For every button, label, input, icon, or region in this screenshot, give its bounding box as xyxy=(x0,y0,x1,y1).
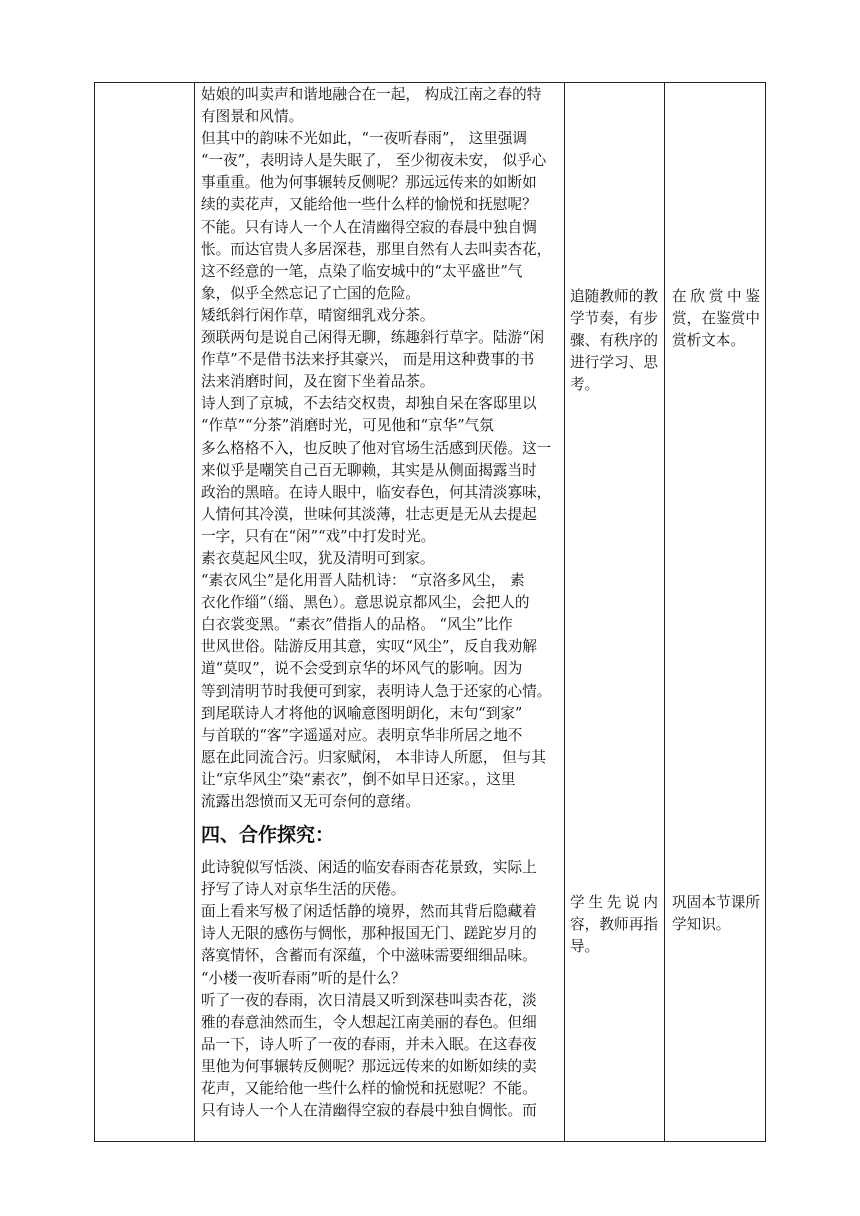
content-line: 雅的春意油然而生，令人想起江南美丽的春色。但细 xyxy=(201,1013,537,1031)
table-border-left xyxy=(94,82,95,1142)
content-line: 花声，又能给他一些什么样的愉悦和抚慰呢？不能。 xyxy=(201,1080,537,1098)
design-intent-text: 在欣赏中鉴赏，在鉴赏中赏析文本。 xyxy=(672,288,760,350)
content-line: “作草”“分茶”消磨时光，可见他和“京华”气氛 xyxy=(201,417,494,435)
table-border-top xyxy=(94,82,766,83)
content-line: 姑娘的叫卖声和谐地融合在一起， 构成江南之春的特 xyxy=(201,86,542,103)
content-line: 不能。只有诗人一个人在清幽得空寂的春晨中独自惆 xyxy=(201,218,537,236)
content-line: 世风世俗。陆游反用其意，实叹“风尘”，反自我劝解 xyxy=(201,638,537,656)
student-activity-text: 追随教师的教学节奏，有步骤、有秩序的进行学习、思考。 xyxy=(570,288,658,394)
content-line: 但其中的韵味不光如此，“一夜听春雨”， 这里强调 xyxy=(201,130,528,148)
content-line: 诗人到了京城，不去结交权贵，却独自呆在客邸里以 xyxy=(201,395,537,413)
content-line: “一夜”，表明诗人是失眠了， 至少彻夜未安， 似乎心 xyxy=(201,152,547,170)
content-line: “素衣风尘”是化用晋人陆机诗： “京洛多风尘， 素 xyxy=(201,572,525,590)
content-line: 有图景和风情。 xyxy=(201,108,304,126)
content-line: 愿在此同流合污。归家赋闲， 本非诗人所愿， 但与其 xyxy=(201,748,546,766)
content-line: 只有诗人一个人在清幽得空寂的春晨中独自惆怅。而 xyxy=(201,1102,537,1120)
content-line: 矮纸斜行闲作草，晴窗细乳戏分茶。 xyxy=(201,306,435,324)
content-line: 多么格格不入，也反映了他对官场生活感到厌倦。这一 xyxy=(201,439,552,457)
content-line: 人情何其冷漠，世味何其淡薄，壮志更是无从去提起 xyxy=(201,505,537,523)
content-line: 抒写了诗人对京华生活的厌倦。 xyxy=(201,881,406,899)
content-line: 此诗貌似写恬淡、闲适的临安春雨杏花景致，实际上 xyxy=(201,859,537,877)
content-line: 衣化作缁”（缁、黑色）。意思说京都风尘，会把人的 xyxy=(201,594,530,612)
content-line: 作草”不是借书法来抒其豪兴， 而是用这种费事的书 xyxy=(201,351,535,369)
content-line: 象，似乎全然忘记了亡国的危险。 xyxy=(201,284,420,302)
content-line: 道“莫叹”，说不会受到京华的坏风气的影响。因为 xyxy=(201,660,523,678)
content-line: “小楼一夜听春雨”听的是什么？ xyxy=(201,969,406,987)
content-line: 里他为何事辗转反侧呢？那远远传来的如断如续的卖 xyxy=(201,1057,537,1075)
content-line: 到尾联诗人才将他的讽喻意图明朗化，末句“到家” xyxy=(201,704,523,722)
content-line: 白衣裳变黑。“素衣”借指人的品格。 “风尘”比作 xyxy=(201,616,513,634)
column-divider-1 xyxy=(194,82,195,1142)
teaching-content-column xyxy=(201,84,659,1122)
content-line: 品一下，诗人听了一夜的春雨，并未入眠。在这春夜 xyxy=(201,1035,537,1053)
design-intent-text: 巩固本节课所学知识。 xyxy=(672,894,760,934)
content-line: 政治的黑暗。在诗人眼中，临安春色，何其清淡寡味， xyxy=(201,483,552,501)
content-line: 一字，只有在“闲”“戏”中打发时光。 xyxy=(201,527,436,545)
content-line: 让“京华风尘”染“素衣”，倒不如早日还家。，这里 xyxy=(201,770,516,788)
content-line: 怅。而达官贵人多居深巷，那里自然有人去叫卖杏花， xyxy=(201,240,552,258)
content-line: 素衣莫起风尘叹，犹及清明可到家。 xyxy=(201,549,435,567)
content-line: 这不经意的一笔，点染了临安城中的“太平盛世”气 xyxy=(201,262,523,280)
design-intent-cell-2 xyxy=(672,892,760,936)
content-block-1 xyxy=(201,84,659,813)
table-border-right xyxy=(765,82,766,1142)
lesson-plan-table xyxy=(94,82,766,1142)
section-heading: 四、合作探究： xyxy=(201,824,335,847)
design-intent-cell-1 xyxy=(672,286,760,352)
content-line: 听了一夜的春雨，次日清晨又听到深巷叫卖杏花，淡 xyxy=(201,991,537,1009)
content-line: 诗人无限的感伤与惆怅，那种报国无门、蹉跎岁月的 xyxy=(201,925,537,943)
content-line: 事重重。他为何事辗转反侧呢？那远远传来的如断如 xyxy=(201,174,537,192)
content-line: 来似乎是嘲笑自己百无聊赖，其实是从侧面揭露当时 xyxy=(201,461,537,479)
content-line: 法来消磨时间，及在窗下坐着品茶。 xyxy=(201,373,435,391)
column-divider-3 xyxy=(664,82,665,1142)
content-line: 流露出怨愤而又无可奈何的意绪。 xyxy=(201,793,420,810)
table-border-bottom xyxy=(94,1141,766,1142)
student-activity-text: 学生先说内容，教师再指导。 xyxy=(570,894,658,956)
content-line: 面上看来写极了闲适恬静的境界，然而其背后隐藏着 xyxy=(201,903,537,921)
content-line: 与首联的“客”字遥遥对应。表明京华非所居之地不 xyxy=(201,726,523,744)
content-block-2 xyxy=(201,857,659,1122)
content-line: 等到清明节时我便可到家，表明诗人急于还家的心情。 xyxy=(201,682,552,700)
content-line: 颈联两句是说自己闲得无聊，练趣斜行草字。陆游“闲 xyxy=(201,329,545,347)
content-line: 续的卖花声，又能给他一些什么样的愉悦和抚慰呢？ xyxy=(201,196,537,214)
content-line: 落寞情怀，含蓄而有深蕴，个中滋味需要细细品味。 xyxy=(201,947,537,965)
